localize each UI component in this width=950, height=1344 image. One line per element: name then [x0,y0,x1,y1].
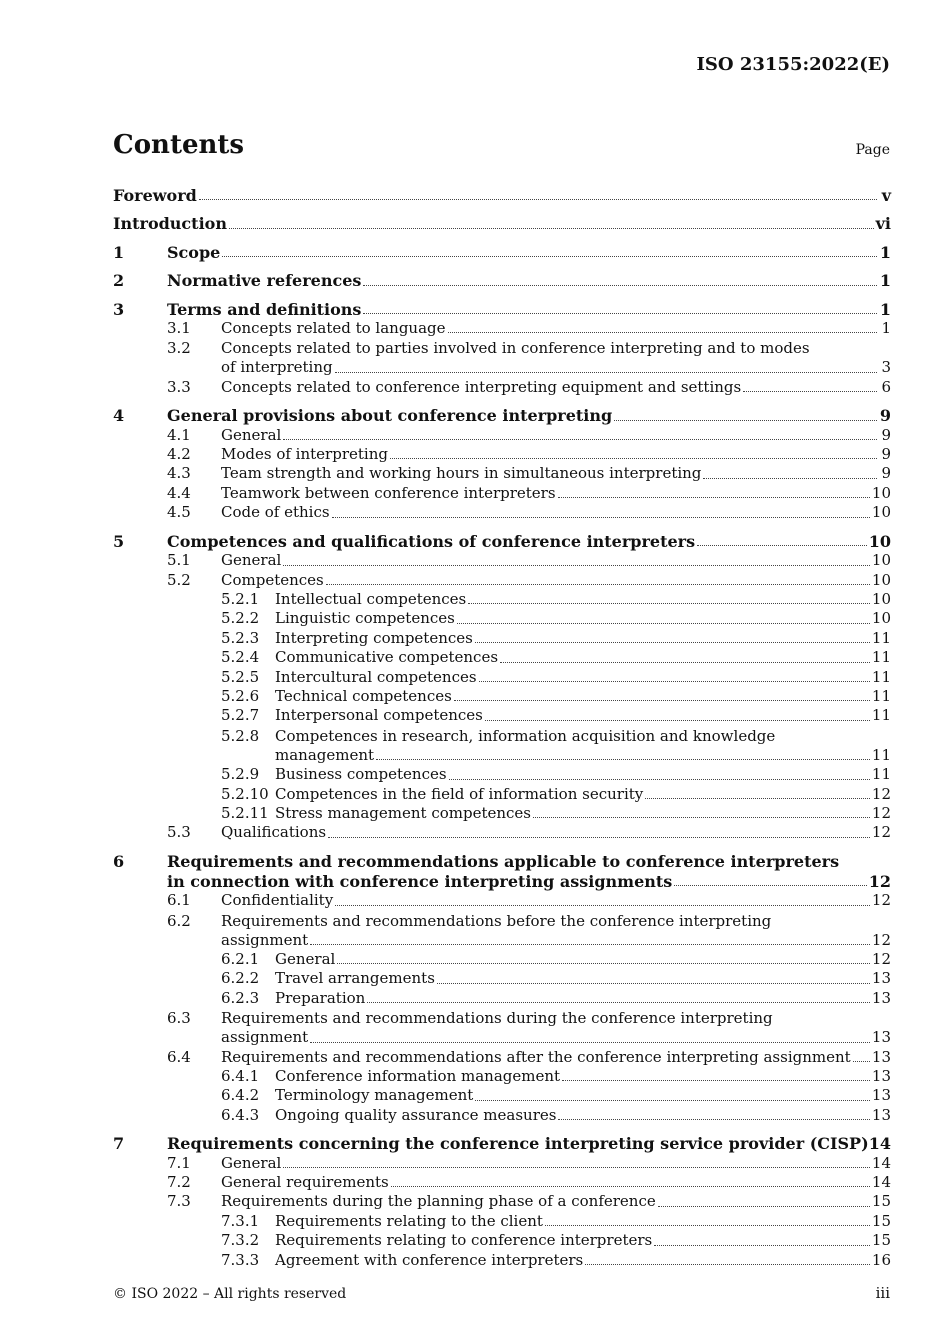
dot-leader [283,1167,870,1168]
toc-entry-number: 5.2.1 [221,589,260,608]
toc-entry[interactable] [113,1251,891,1270]
toc-entry-page: 11 [871,667,891,686]
toc-entry-number: 6.2.1 [221,950,260,968]
toc-entry[interactable] [113,1173,891,1192]
toc-entry[interactable] [113,706,891,725]
toc-entry-title: Preparation [275,988,366,1007]
toc-entry-title: Travel arrangements [275,969,435,988]
toc-entry-title: Stress management competences [275,803,531,822]
toc-entry-number: 4.2 [167,445,191,464]
dot-leader [475,1100,870,1101]
toc-entry-page: 13 [871,1067,891,1086]
dot-leader [390,458,877,459]
dot-leader [283,565,870,566]
toc-entry-number: 5.2.5 [221,667,260,686]
toc-entry-page: 15 [871,1192,891,1211]
toc-entry-number: 7.3.1 [221,1211,260,1230]
dot-leader [229,228,874,229]
dot-leader [558,1119,869,1120]
toc-entry-page: 13 [871,988,891,1007]
toc-entry-number: 5.2 [167,570,191,589]
toc-entry-page: 11 [871,628,891,647]
toc-entry[interactable] [113,338,891,377]
dot-leader [703,478,877,479]
toc-entry-title: Interpreting competences [275,628,473,647]
toc-entry-title: Team strength and working hours in simultaneous interpreting [221,464,702,483]
toc-entry-page: 10 [871,589,891,608]
toc-entry[interactable] [113,852,891,891]
toc-entry-number: 6.4.3 [221,1105,260,1124]
toc-entry-number: 6 [113,851,125,871]
toc-entry-title: Requirements concerning the conference interpreting service provider (CISP) [167,1134,869,1154]
toc-entry-page: v [881,186,891,205]
toc-entry[interactable] [113,1106,891,1125]
toc-entry-number: 6.3 [167,1009,191,1028]
dot-leader [454,700,870,701]
toc-entry-page: 1 [879,271,891,291]
toc-entry-number: 5.2.2 [221,609,260,628]
toc-entry-title: Foreword [113,186,197,205]
toc-entry-page: 15 [871,1211,891,1230]
toc-entry-title: in connection with conference interpreting assignments [167,871,673,891]
toc-entry[interactable] [113,214,891,233]
toc-entry-title: Agreement with conference interpreters [275,1250,584,1269]
toc-entry-page: 15 [871,1231,891,1250]
toc-entry[interactable] [113,1212,891,1231]
toc-entry-title: Competences in the field of information security [275,784,644,803]
toc-entry[interactable] [113,1134,891,1153]
toc-entry-page: 14 [871,1173,891,1192]
dot-leader [457,623,870,624]
dot-leader [479,681,870,682]
toc-entry-number: 7.1 [167,1153,191,1172]
dot-leader [658,1206,870,1207]
toc-entry-title: Scope [167,242,221,262]
toc-entry-number: 4 [113,406,125,426]
toc-entry-number: 6.4.2 [221,1086,260,1105]
dot-leader [367,1002,870,1003]
toc-entry-number: 6.4 [167,1047,191,1066]
toc-entry-number: 5.2.8 [221,726,260,745]
dot-leader [335,905,870,906]
toc-entry[interactable] [113,687,891,706]
toc-entry[interactable] [113,911,891,950]
toc-entry-number: 5.1 [167,551,191,570]
toc-entry-page: 12 [871,823,891,842]
dot-leader [697,545,867,546]
toc-entry-number: 7.3.2 [221,1231,260,1250]
toc-entry-number: 7.3.3 [221,1250,260,1269]
dot-leader [448,332,877,333]
toc-entry[interactable] [113,464,891,483]
toc-entry-page: 12 [871,891,891,910]
toc-entry-title: Requirements relating to the client [275,1211,543,1230]
toc-entry-page: 13 [871,969,891,988]
toc-entry-title: General provisions about conference interpreting [167,406,613,426]
copyright-notice: © ISO 2022 – All rights reserved [113,1286,347,1302]
contents-title: Contents [113,130,245,160]
toc-entry[interactable] [113,532,891,551]
dot-leader [743,391,877,392]
toc-entry[interactable] [113,590,891,609]
toc-entry-number: 4.3 [167,464,191,483]
toc-entry-number: 3.3 [167,377,191,396]
toc-entry-title: Confidentiality [221,891,334,910]
toc-entry-title: Ongoing quality assurance measures [275,1105,557,1124]
toc-entry-page: 1 [879,299,891,319]
toc-entry-title: Requirements and recommendations after the conference interpreting assignment [221,1047,851,1066]
toc-entry-title: Competences in research, information acquisition and knowledge [275,726,776,745]
toc-entry-page: 13 [871,1105,891,1124]
dot-leader [562,1080,870,1081]
dot-leader [332,517,870,518]
toc-entry-page: 9 [881,445,891,464]
toc-entry-number: 5.2.7 [221,706,260,725]
toc-entry-page: 13 [871,1086,891,1105]
toc-entry-title: General [221,1153,282,1172]
toc-entry[interactable] [113,1154,891,1173]
toc-entry-title: Competences [221,570,324,589]
toc-entry-page: 14 [868,1134,891,1154]
toc-entry-title: Conference information management [275,1067,561,1086]
toc-entry-number: 6.2 [167,911,191,930]
toc-entry-page: 12 [871,930,891,949]
toc-entry-number: 3.1 [167,319,191,338]
toc-entry-page: 9 [879,406,891,426]
dot-leader [335,372,877,373]
toc-entry-page: 13 [871,1047,891,1066]
toc-entry-page: 16 [871,1250,891,1269]
toc-entry-page: 12 [871,784,891,803]
toc-entry-number: 5.2.9 [221,765,260,784]
document-id: ISO 23155:2022(E) [696,54,890,75]
toc-entry-title: Qualifications [221,823,327,842]
toc-entry-page: 3 [881,358,891,377]
toc-entry-number: 6.4.1 [221,1067,260,1086]
dot-leader [363,313,877,314]
toc-entry-page: 11 [871,706,891,725]
toc-entry[interactable] [113,823,891,842]
toc-entry[interactable] [113,891,891,910]
toc-entry-title: Concepts related to parties involved in conference interpreting and to modes [221,339,810,358]
toc-entry-title: of interpreting [221,358,333,377]
toc-entry-title: Terms and definitions [167,299,362,319]
dot-leader [614,420,877,421]
dot-leader [468,603,870,604]
toc-entry[interactable] [113,551,891,570]
toc-entry-title: Communicative competences [275,648,499,667]
toc-entry-page: vi [875,214,891,234]
toc-entry-title: General [221,425,282,444]
toc-entry-title: Modes of interpreting [221,445,388,464]
dot-leader [310,1042,870,1043]
toc-entry-number: 5.2.11 [221,803,269,822]
dot-leader [485,720,870,721]
dot-leader [853,1061,870,1062]
toc-entry[interactable] [113,804,891,823]
dot-leader [310,944,870,945]
toc-entry-title: Concepts related to conference interpreting equipment and settings [221,377,742,396]
page-number: iii [875,1284,890,1302]
toc-entry[interactable] [113,668,891,687]
toc-entry-page: 1 [879,242,891,262]
toc-entry-title: Concepts related to language [221,319,446,338]
toc-entry[interactable] [113,969,891,988]
toc-entry-number: 7 [113,1134,125,1154]
toc-entry[interactable] [113,406,891,425]
dot-leader [328,837,870,838]
toc-entry[interactable] [113,1048,891,1067]
dot-leader [645,798,870,799]
toc-entry-title: Competences and qualifications of conference interpreters [167,531,696,551]
dot-leader [533,817,870,818]
toc-entry-number: 4.4 [167,483,191,502]
toc-entry-number: 3.2 [167,339,191,358]
toc-entry[interactable] [113,1067,891,1086]
dot-leader [437,983,870,984]
toc-entry-page: 1 [881,319,891,338]
toc-entry-number: 6.2.2 [221,969,260,988]
toc-entry[interactable] [113,1086,891,1105]
toc-entry[interactable] [113,186,891,205]
dot-leader [283,439,877,440]
toc-entry-title: Requirements during the planning phase of a conference [221,1192,656,1211]
toc-entry[interactable] [113,503,891,522]
toc-entry-number: 4.5 [167,503,191,522]
toc-entry[interactable] [113,648,891,667]
dot-leader [326,584,870,585]
toc-entry[interactable] [113,726,891,765]
toc-entry-page: 10 [871,609,891,628]
dot-leader [199,199,877,200]
toc-entry[interactable] [113,1192,891,1211]
toc-entry-number: 5.3 [167,823,191,842]
toc-entry[interactable] [113,950,891,969]
toc-entry-title: Intellectual competences [275,589,467,608]
dot-leader [654,1245,870,1246]
dot-leader [674,885,866,886]
toc-entry-title: Requirements and recommendations during the conference interpreting [221,1009,773,1028]
toc-entry[interactable] [113,271,891,290]
toc-entry-page: 11 [871,745,891,764]
toc-entry-title: Requirements and recommendations before the conference interpreting [221,911,772,930]
toc-entry-number: 7.2 [167,1173,191,1192]
toc-entry-title: Requirements relating to conference interpreters [275,1231,653,1250]
dot-leader [585,1264,870,1265]
toc-entry-title: Introduction [113,214,227,234]
toc-entry[interactable] [113,1231,891,1250]
toc-entry-title: Code of ethics [221,503,330,522]
toc-entry-page: 6 [881,377,891,396]
toc-entry-title: Intercultural competences [275,667,477,686]
toc-entry-title: Terminology management [275,1086,474,1105]
toc-entry-title: General [221,551,282,570]
toc-entry[interactable] [113,989,891,1008]
toc-entry-number: 5.2.6 [221,686,260,705]
toc-entry-title: assignment [221,930,309,949]
toc-entry[interactable] [113,765,891,784]
toc-entry[interactable] [113,378,891,397]
toc-entry-page: 12 [868,871,891,891]
toc-entry-number: 5 [113,531,125,551]
toc-entry-page: 10 [871,551,891,570]
toc-entry-number: 5.2.4 [221,648,260,667]
toc-entry-title: Technical competences [275,686,452,705]
toc-entry[interactable] [113,445,891,464]
toc-entry-title: Interpersonal competences [275,706,483,725]
toc-entry-title: General requirements [221,1173,389,1192]
toc-entry-title: Teamwork between conference interpreters [221,483,556,502]
page-column-label: Page [855,142,890,158]
toc-entry[interactable] [113,571,891,590]
toc-entry-title: assignment [221,1028,309,1047]
toc-entry-number: 5.2.3 [221,628,260,647]
toc-entry-title: Business competences [275,765,447,784]
toc-entry-page: 13 [871,1028,891,1047]
dot-leader [222,256,877,257]
toc-entry-number: 6.1 [167,891,191,910]
toc-entry[interactable] [113,1008,891,1047]
toc-entry[interactable] [113,243,891,262]
toc-entry-page: 12 [871,950,891,968]
toc-entry-page: 9 [881,464,891,483]
dot-leader [337,963,870,964]
toc-entry-page: 11 [871,648,891,667]
toc-entry-page: 10 [868,531,891,551]
dot-leader [500,662,870,663]
toc-entry-page: 10 [871,483,891,502]
toc-entry-number: 5.2.10 [221,784,269,803]
dot-leader [545,1225,870,1226]
dot-leader [363,285,877,286]
toc-entry[interactable] [113,609,891,628]
toc-entry-page: 14 [871,1153,891,1172]
toc-entry-title: General [275,950,336,968]
toc-entry-page: 9 [881,425,891,444]
dot-leader [475,642,870,643]
toc-entry-page: 11 [871,765,891,784]
toc-entry-title: Linguistic competences [275,609,455,628]
toc-entry-title: Normative references [167,271,362,291]
toc-entry-number: 3 [113,299,125,319]
dot-leader [449,779,870,780]
toc-entry[interactable] [113,484,891,503]
toc-entry[interactable] [113,629,891,648]
toc-entry[interactable] [113,300,891,319]
dot-leader [391,1186,870,1187]
toc-entry-number: 7.3 [167,1192,191,1211]
toc-entry-page: 12 [871,803,891,822]
toc-entry[interactable] [113,785,891,804]
dot-leader [376,759,870,760]
toc-entry-title: Requirements and recommendations applicable to conference interpreters [167,851,840,871]
toc-entry-page: 10 [871,570,891,589]
toc-entry-title: management [275,745,375,764]
toc-entry-page: 11 [871,686,891,705]
toc-entry-number: 6.2.3 [221,988,260,1007]
dot-leader [558,497,870,498]
toc-entry[interactable] [113,426,891,445]
table-of-contents [113,186,891,1270]
toc-entry-number: 1 [113,242,125,262]
toc-entry-number: 2 [113,271,125,291]
toc-entry-number: 4.1 [167,425,191,444]
toc-entry-page: 10 [871,503,891,522]
toc-entry[interactable] [113,319,891,338]
